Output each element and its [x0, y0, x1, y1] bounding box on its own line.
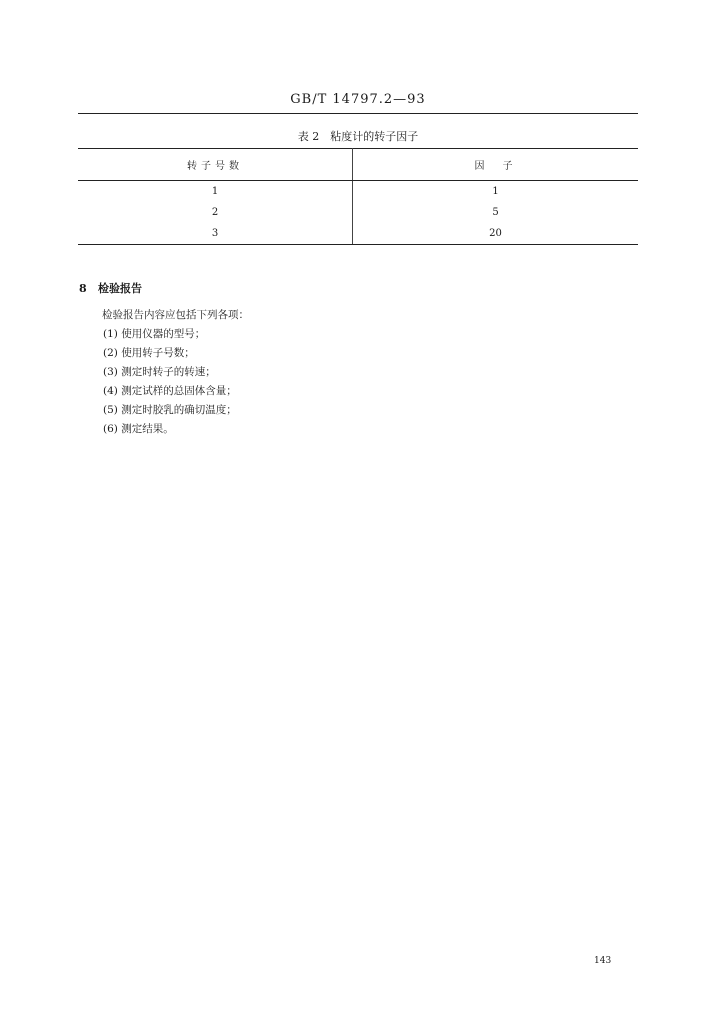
table-row	[78, 181, 638, 203]
column-header-rotor-number: 转子号数	[78, 149, 353, 181]
cell-rotor-number: 1	[78, 181, 353, 203]
table-header-row	[78, 149, 638, 181]
list-item: (3) 测定时转子的转速；	[103, 366, 216, 378]
list-item: (1) 使用仪器的型号；	[103, 328, 206, 340]
cell-rotor-number: 3	[78, 223, 353, 245]
header-rule	[78, 113, 638, 114]
section-number: 8	[79, 282, 87, 295]
column-header-factor: 因 子	[353, 149, 639, 181]
rotor-factor-table	[78, 148, 638, 245]
cell-factor: 5	[492, 207, 499, 218]
section-title-text: 检验报告	[98, 282, 142, 295]
standard-number: GB/T 14797.2—93	[290, 92, 426, 107]
report-items-list	[103, 325, 237, 439]
list-item: (5) 测定时胶乳的确切温度；	[103, 404, 237, 416]
list-item: (2) 使用转子号数；	[103, 347, 195, 359]
section-intro: 检验报告内容应包括下列各项：	[102, 309, 249, 321]
list-item: (6) 测定结果。	[103, 423, 174, 435]
cell-rotor-number: 2	[78, 202, 353, 223]
cell-factor: 1	[492, 186, 499, 197]
table-row	[78, 223, 638, 245]
cell-factor: 20	[353, 223, 639, 245]
section-heading	[79, 280, 142, 296]
table-row	[78, 202, 638, 223]
page-number: 143	[594, 956, 612, 966]
table-caption: 表 2 粘度计的转子因子	[297, 130, 419, 143]
list-item: (4) 测定试样的总固体含量；	[103, 385, 237, 397]
